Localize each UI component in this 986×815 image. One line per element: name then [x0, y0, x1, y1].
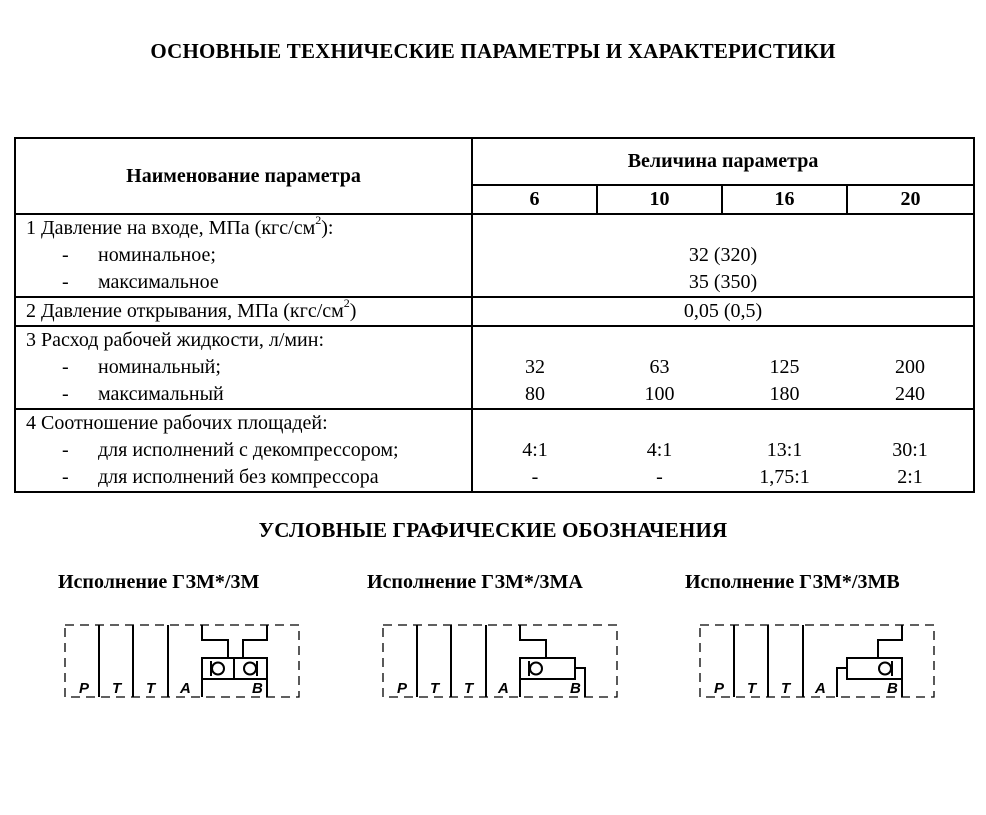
table-row: [15, 214, 974, 297]
check-valve-a-symbol-icon: [380, 620, 620, 702]
param-name: 3 Расход рабочей жидкости, л/мин:: [26, 329, 324, 351]
port-label: P: [79, 680, 90, 697]
param-sub-label: максимальное: [98, 271, 219, 293]
port-label: A: [180, 680, 191, 697]
size-header: 16: [722, 185, 847, 214]
param-value-cell: 125 180: [722, 326, 847, 409]
size-header: 10: [597, 185, 722, 214]
port-label: P: [397, 680, 408, 697]
port-label: T: [464, 680, 474, 697]
param-value-cell: 63 100: [597, 326, 722, 409]
port-label: A: [815, 680, 826, 697]
symbol-caption: Исполнение ГЗМ*/3МА: [367, 571, 583, 593]
table-row: [15, 297, 974, 326]
table-row: [15, 326, 974, 409]
size-header: 6: [472, 185, 597, 214]
param-sub-label: номинальное;: [98, 244, 216, 266]
param-value-cell: 4:1 -: [472, 409, 597, 492]
param-sub-label: для исполнений без компрессора: [98, 466, 379, 488]
param-name: 4 Соотношение рабочих площадей:: [26, 412, 328, 434]
param-value-cell: 32 80: [472, 326, 597, 409]
page-title: ОСНОВНЫЕ ТЕХНИЧЕСКИЕ ПАРАМЕТРЫ И ХАРАКТЕРИСТИКИ: [150, 39, 836, 63]
param-name: 1 Давление на входе, МПа (кгс/см: [26, 217, 316, 239]
param-sub-label: номинальный;: [98, 356, 221, 378]
port-label: P: [714, 680, 725, 697]
port-label: T: [430, 680, 440, 697]
param-value-cell: [472, 214, 974, 297]
port-label: B: [570, 680, 581, 697]
param-name: 2 Давление открывания, МПа (кгс/см: [26, 300, 344, 322]
param-value: 32 (320): [688, 244, 758, 266]
symbol-caption: Исполнение ГЗМ*/3МВ: [685, 571, 900, 593]
header-parameter-value: Величина параметра: [472, 138, 974, 185]
port-label: T: [112, 680, 122, 697]
param-sub-label: для исполнений с декомпрессором;: [98, 439, 399, 461]
port-label: B: [252, 680, 263, 697]
param-name-cell: 1 Давление на входе, МПа $(кгс/см^2)$: - номинальное; - максимальное: [15, 214, 472, 297]
param-value-cell: 13:1 1,75:1: [722, 409, 847, 492]
param-name-cell: 4 Соотношение рабочих площадей: - для исполнений с декомпрессором; - для исполнений без компрессора: [15, 409, 472, 492]
check-valve-b-symbol-icon: [697, 620, 937, 702]
param-name-cell: 3 Расход рабочей жидкости, л/мин: - номинальный; - максимальный: [15, 326, 472, 409]
param-sub-label: максимальный: [98, 383, 224, 405]
section-title: УСЛОВНЫЕ ГРАФИЧЕСКИЕ ОБОЗНАЧЕНИЯ: [258, 518, 728, 542]
port-label: T: [781, 680, 791, 697]
port-label: T: [146, 680, 156, 697]
port-label: B: [887, 680, 898, 697]
param-value-cell: 4:1 -: [597, 409, 722, 492]
table-row: [15, 409, 974, 492]
param-value-cell: [472, 297, 974, 326]
header-parameter-name: Наименование параметра: [15, 138, 472, 214]
param-value: 35 (350): [688, 271, 758, 293]
port-label: T: [747, 680, 757, 697]
param-name-cell: 2 Давление открывания, МПа $(кгс/см^2)$: [15, 297, 472, 326]
port-label: A: [498, 680, 509, 697]
param-value-cell: 200 240: [847, 326, 974, 409]
symbol-caption: Исполнение ГЗМ*/3М: [58, 571, 260, 593]
size-header: 20: [847, 185, 974, 214]
parameters-table: [14, 137, 975, 493]
param-value-cell: 30:1 2:1: [847, 409, 974, 492]
param-value: 0,05 (0,5): [683, 300, 763, 322]
double-check-valve-symbol-icon: [62, 620, 302, 702]
